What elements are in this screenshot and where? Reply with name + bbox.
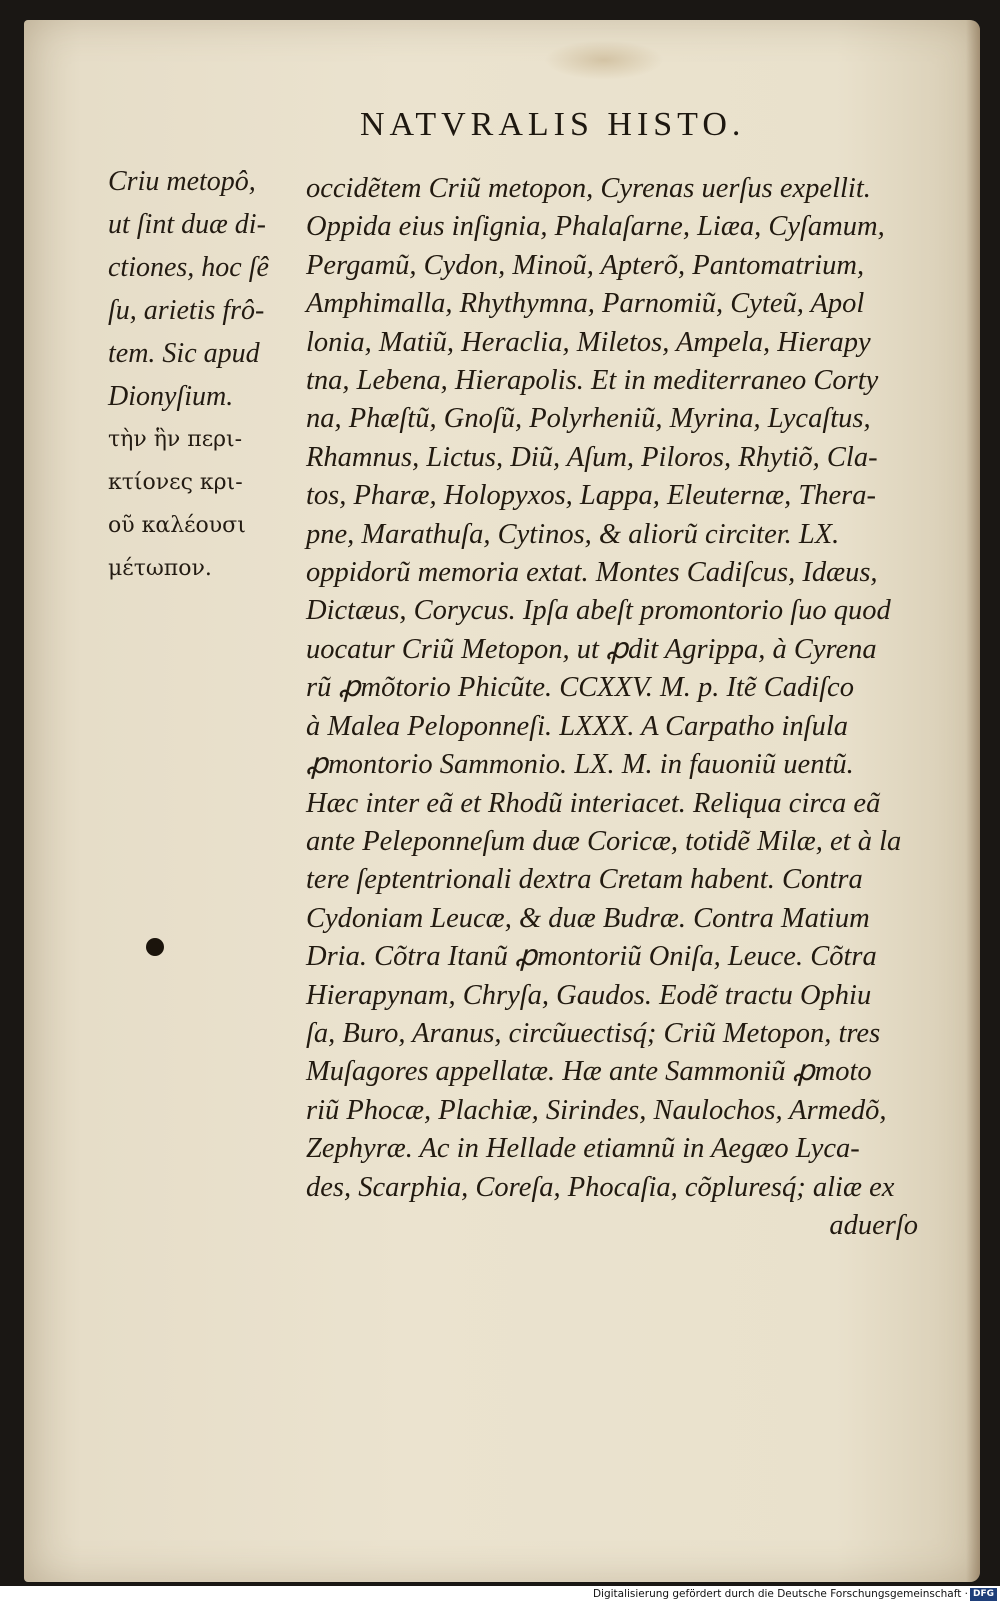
margin-note-greek-line: μέτωπον. — [108, 556, 212, 581]
text-line: Amphimalla, Rhythymna, Parnomiũ, Cyteũ, Apol — [306, 288, 865, 320]
margin-note-line: Criu metopô, — [108, 166, 256, 197]
text-line: rũ ꝓmõtorio Phicũte. CCXXV. M. p. Itẽ Cadiſco — [306, 672, 854, 704]
text-line: ante Peleponneſum duæ Coricæ, totidẽ Milæ, et à la — [306, 825, 902, 857]
text-line: ſa, Buro, Aranus, circũuectisq́; Criũ Metopon, tres — [306, 1017, 881, 1049]
margin-note-line: ut ſint duæ di- — [108, 209, 266, 240]
text-line: Dictæus, Corycus. Ipſa abeſt promontorio ſuo quod — [306, 595, 891, 627]
text-line: tere ſeptentrionali dextra Cretam habent. Contra — [306, 864, 863, 896]
margin-note-greek-line: οῦ καλέουσι — [108, 513, 246, 538]
text-line: ꝓmontorio Sammonio. LX. M. in fauoniũ uentũ. — [306, 749, 854, 781]
text-line: Rhamnus, Lictus, Diũ, Aſum, Piloros, Rhytiõ, Cla- — [306, 441, 878, 473]
text-line: Oppida eius inſignia, Phalaſarne, Liæa, Cyſamum, — [306, 211, 885, 243]
catchword: aduerſo — [829, 1209, 918, 1241]
text-line: uocatur Criũ Metopon, ut ꝓdit Agrippa, à Cyrena — [306, 633, 877, 665]
running-head: NATVRALIS HISTO. — [360, 106, 746, 143]
margin-note-greek-line: κτίονες κρι- — [108, 470, 243, 495]
margin-note-line: tem. Sic apud — [108, 338, 260, 369]
main-text-column — [306, 170, 918, 1245]
text-line: oppidorũ memoria extat. Montes Cadiſcus, Idæus, — [306, 557, 878, 589]
text-line: Pergamũ, Cydon, Minoũ, Apterõ, Pantomatrium, — [306, 249, 865, 281]
text-line: lonia, Matiũ, Heraclia, Miletos, Ampela, Hierapy — [306, 326, 871, 358]
text-line: riũ Phocæ, Plachiæ, Sirindes, Naulochos, Armedõ, — [306, 1094, 887, 1126]
margin-note-line: ctiones, hoc ſê — [108, 252, 269, 283]
margin-note-greek-line: τὴν ἣν περι- — [108, 427, 243, 452]
ink-blot — [146, 938, 164, 956]
margin-note — [108, 160, 308, 590]
text-line: occidẽtem Criũ metopon, Cyrenas uerſus expellit. — [306, 173, 871, 204]
margin-note-line: ſu, arietis frô- — [108, 295, 265, 326]
text-line: na, Phæſtũ, Gnoſũ, Polyrheniũ, Myrina, Lycaſtus, — [306, 403, 871, 435]
text-line: des, Scarphia, Coreſa, Phocaſia, cõpluresq́; aliæ ex — [306, 1171, 895, 1203]
dfg-logo: DFG — [970, 1588, 997, 1601]
digitization-footer — [0, 1586, 1000, 1604]
text-line: pne, Marathuſa, Cytinos, & aliorũ circiter. LX. — [306, 518, 840, 550]
text-line: Hæc inter eã et Rhodũ interiacet. Reliqua circa eã — [306, 787, 881, 819]
text-line: Dria. Cõtra Itanũ ꝓmontoriũ Oniſa, Leuce. Cõtra — [306, 941, 877, 973]
text-line: tos, Pharæ, Holopyxos, Lappa, Eleuternæ, Thera- — [306, 480, 876, 512]
text-line: tna, Lebena, Hierapolis. Et in mediterraneo Corty — [306, 365, 879, 397]
margin-note-line: Dionyſium. — [108, 381, 234, 412]
funding-notice: Digitalisierung gefördert durch die Deutsche Forschungsgemeinschaft · — [592, 1588, 968, 1600]
text-line: Muſagores appellatæ. Hæ ante Sammoniũ ꝓmoto — [306, 1056, 872, 1088]
text-line: à Malea Peloponneſi. LXXX. A Carpatho inſula — [306, 710, 849, 742]
paper-stain — [544, 40, 664, 80]
page-edge-shadow — [966, 20, 980, 1582]
text-line: Cydoniam Leucæ, & duæ Budræ. Contra Matium — [306, 902, 870, 934]
text-line: Zephyræ. Ac in Hellade etiamnũ in Aegæo Lyca- — [306, 1133, 860, 1165]
text-line: Hierapynam, Chryſa, Gaudos. Eodẽ tractu Ophiu — [306, 979, 872, 1011]
